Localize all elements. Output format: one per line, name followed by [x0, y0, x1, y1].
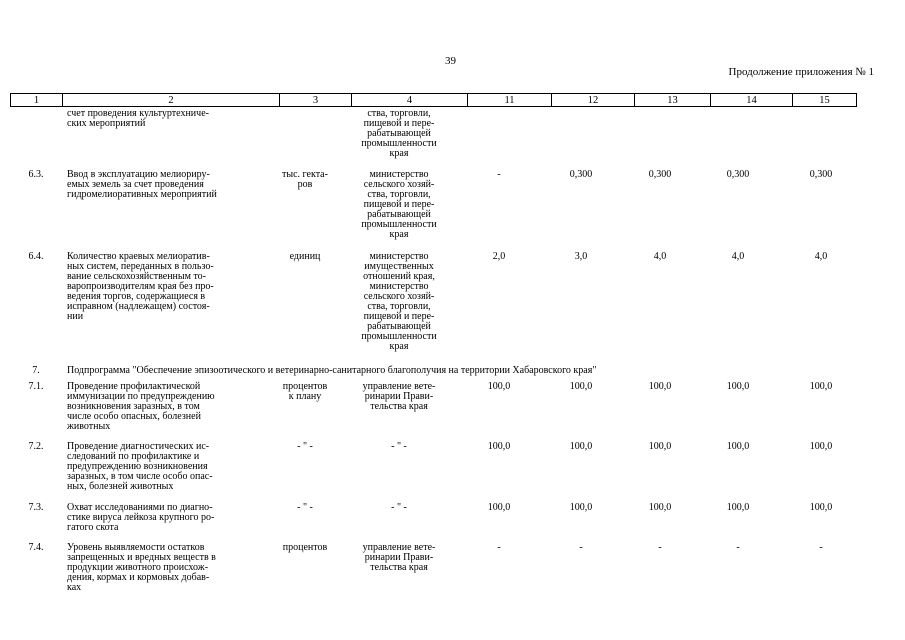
row-value: - — [819, 542, 823, 553]
row-value: - — [497, 169, 501, 180]
subprogram-title: Подпрограмма "Обеспечение эпизоотического и ветеринарно-санитарного благополучия на территории Хабаровского края" — [67, 365, 597, 376]
row-unit: процентов — [282, 542, 328, 553]
row-value: 100,0 — [569, 441, 593, 452]
row-value: - — [736, 542, 740, 553]
row-name: Ввод в эксплуатацию мелиориру- емых земель за счет проведения гидромелиоративных мероприятий — [67, 169, 217, 200]
row-value: 2,0 — [492, 251, 506, 262]
row-value: 0,300 — [648, 169, 672, 180]
row-executor: ства, торговли, пищевой и пере- рабатывающей промышленности края — [361, 108, 437, 159]
row-value: 4,0 — [814, 251, 828, 262]
row-unit: тыс. гекта- ров — [282, 169, 328, 190]
row-value: 100,0 — [487, 502, 511, 513]
row-unit: процентов к плану — [282, 381, 328, 402]
row-value: 3,0 — [574, 251, 588, 262]
row-value: 100,0 — [569, 502, 593, 513]
table-header-row — [10, 93, 857, 107]
header-cell: 4 — [352, 94, 468, 106]
row-executor: министерство сельского хозяй- ства, торговли, пищевой и пере- рабатывающей промышленности края — [361, 169, 437, 240]
row-value: 100,0 — [569, 381, 593, 392]
row-value: 100,0 — [648, 381, 672, 392]
header-cell: 12 — [552, 94, 635, 106]
row-name: Количество краевых мелиоратив- ных систем, переданных в пользо- вание сельскохозяйственным то- варопроизводителям края без про- ведения торгов, содержащиеся в исправном (надлежащем) состоя- нии — [67, 251, 214, 322]
row-value: 4,0 — [653, 251, 667, 262]
row-name: Охват исследованиями по диагно- стике вируса лейкоза крупного ро- гатого скота — [67, 502, 215, 533]
row-value: 100,0 — [809, 502, 833, 513]
row-value: 100,0 — [726, 502, 750, 513]
header-cell: 11 — [468, 94, 552, 106]
row-value: 0,300 — [726, 169, 750, 180]
header-cell: 3 — [280, 94, 352, 106]
header-cell: 15 — [819, 95, 830, 106]
row-name: Проведение диагностических ис- следований по профилактике и предупреждению возникновения заразных, в том числе особо опас- ных, болезней животных — [67, 441, 213, 492]
continuation-label: Продолжение приложения № 1 — [728, 66, 874, 78]
row-number: 7.1. — [28, 381, 44, 392]
row-value: 4,0 — [731, 251, 745, 262]
row-name: счет проведения культуртехниче- ских мероприятий — [67, 108, 209, 129]
row-value: - — [579, 542, 583, 553]
row-unit: единиц — [289, 251, 321, 262]
row-number: 7.4. — [28, 542, 44, 553]
row-value: 100,0 — [809, 441, 833, 452]
row-value: 100,0 — [726, 381, 750, 392]
subprogram-number: 7. — [32, 365, 40, 376]
row-number: 6.4. — [28, 251, 44, 262]
row-value: - — [497, 542, 501, 553]
header-cell: 2 — [63, 94, 280, 106]
row-number: 6.3. — [28, 169, 44, 180]
row-value: 100,0 — [648, 502, 672, 513]
row-unit: - " - — [297, 502, 313, 513]
row-value: 0,300 — [569, 169, 593, 180]
row-name: Уровень выявляемости остатков запрещенных и вредных веществ в продукции животного происхож- дения, кормах и кормовых добав- ках — [67, 542, 216, 593]
row-number: 7.2. — [28, 441, 44, 452]
row-value: 100,0 — [487, 441, 511, 452]
row-value: 100,0 — [648, 441, 672, 452]
row-executor: управление вете- ринарии Прави- тельства края — [362, 542, 436, 573]
header-cell: 14 — [711, 94, 793, 106]
row-value: 0,300 — [809, 169, 833, 180]
row-name: Проведение профилактической иммунизации по предупреждению возникновения заразных, в том числе особо опасных, болезней животных — [67, 381, 215, 432]
row-value: 100,0 — [487, 381, 511, 392]
row-unit: - " - — [297, 441, 313, 452]
page-number: 39 — [445, 55, 456, 67]
row-executor: - " - — [391, 441, 407, 452]
row-number: 7.3. — [28, 502, 44, 513]
row-value: 100,0 — [809, 381, 833, 392]
header-cell: 1 — [11, 94, 63, 106]
row-value: 100,0 — [726, 441, 750, 452]
row-executor: министерство имущественных отношений края, министерство сельского хозяй- ства, торговли, пищевой и пере- рабатывающей промышленности края — [361, 251, 437, 352]
row-value: - — [658, 542, 662, 553]
row-executor: управление вете- ринарии Прави- тельства края — [362, 381, 436, 412]
header-cell: 13 — [635, 94, 711, 106]
row-executor: - " - — [391, 502, 407, 513]
